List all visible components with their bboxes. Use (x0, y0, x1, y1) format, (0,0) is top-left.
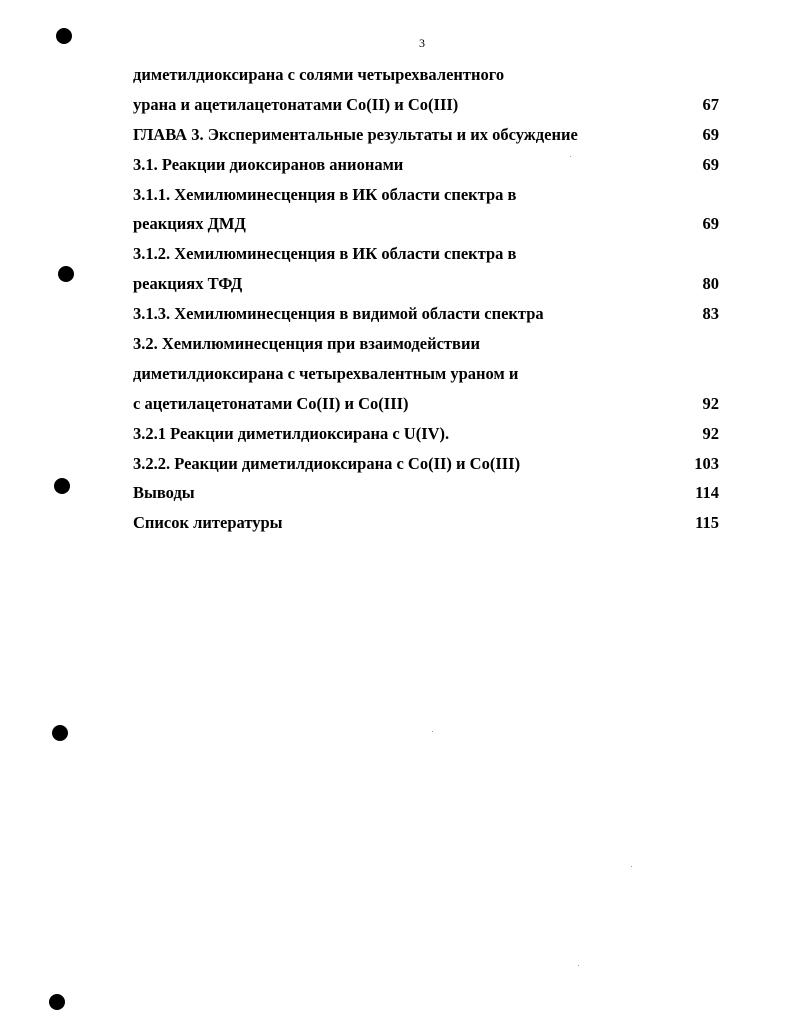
toc-entry-title: реакциях ДМД (133, 214, 246, 234)
toc-entry-title: 3.1.2. Хемилюминесценция в ИК области спектра в (133, 244, 517, 264)
toc-entry-title: Выводы (133, 483, 195, 503)
toc-entry-title: урана и ацетилацетонатами Co(II) и Co(III) (133, 94, 459, 114)
punch-hole-top (56, 28, 72, 44)
toc-entry (133, 63, 723, 93)
toc-entry-title: ГЛАВА 3. Экспериментальные результаты и их обсуждение (133, 124, 578, 144)
toc-entry-page: 115 (695, 513, 719, 533)
toc-entry (133, 481, 723, 511)
scan-speck (578, 965, 579, 966)
toc-entry-page: 80 (702, 274, 719, 294)
toc-entry (133, 302, 723, 332)
toc-entry-title: 3.2.2. Реакции диметилдиоксирана с Co(II) и Co(III) (133, 453, 521, 473)
toc-entry (133, 511, 723, 541)
punch-hole-bottom (49, 994, 65, 1010)
toc-entry-title: реакциях ТФД (133, 274, 243, 294)
toc-entry-title: 3.2. Хемилюминесценция при взаимодействии (133, 334, 480, 354)
toc-entry (133, 362, 723, 392)
scan-speck (432, 731, 433, 732)
toc-entry (133, 332, 723, 362)
toc-entry-page: 69 (702, 124, 719, 144)
toc-entry-title: 3.1.1. Хемилюминесценция в ИК области спектра в (133, 184, 517, 204)
toc-entry (133, 422, 723, 452)
toc-entry (133, 153, 723, 183)
toc-entry-title: 3.1. Реакции диоксиранов анионами (133, 154, 404, 174)
toc-entry-page: 83 (702, 304, 719, 324)
toc-entry (133, 392, 723, 422)
toc-entry-title: 3.2.1 Реакции диметилдиоксирана с U(IV). (133, 423, 450, 443)
toc-entry-title: Список литературы (133, 513, 283, 533)
toc-entry-page: 92 (702, 423, 719, 443)
toc-entry (133, 242, 723, 272)
punch-hole-middle (54, 478, 70, 494)
toc-entry-page: 69 (702, 154, 719, 174)
page-number: 3 (419, 36, 425, 50)
toc-entry (133, 452, 723, 482)
table-of-contents (133, 63, 723, 541)
toc-entry-title: с ацетилацетонатами Co(II) и Co(III) (133, 393, 409, 413)
toc-entry-page: 103 (694, 453, 719, 473)
punch-hole-upper-middle (58, 266, 74, 282)
toc-entry-page: 92 (702, 393, 719, 413)
toc-entry (133, 93, 723, 123)
toc-entry-title: диметилдиоксирана с солями четырехвалентного (133, 65, 505, 84)
toc-entry (133, 183, 723, 213)
toc-entry-page: 69 (702, 214, 719, 234)
punch-hole-lower-middle (52, 725, 68, 741)
toc-entry-page: 67 (702, 94, 719, 114)
toc-entry (133, 272, 723, 302)
toc-entry (133, 212, 723, 242)
toc-entry-title: 3.1.3. Хемилюминесценция в видимой области спектра (133, 304, 544, 324)
scan-speck (631, 866, 632, 867)
toc-entry-title: диметилдиоксирана с четырехвалентным ураном и (133, 363, 519, 383)
toc-entry-page: 114 (695, 483, 719, 503)
toc-entry (133, 123, 723, 153)
